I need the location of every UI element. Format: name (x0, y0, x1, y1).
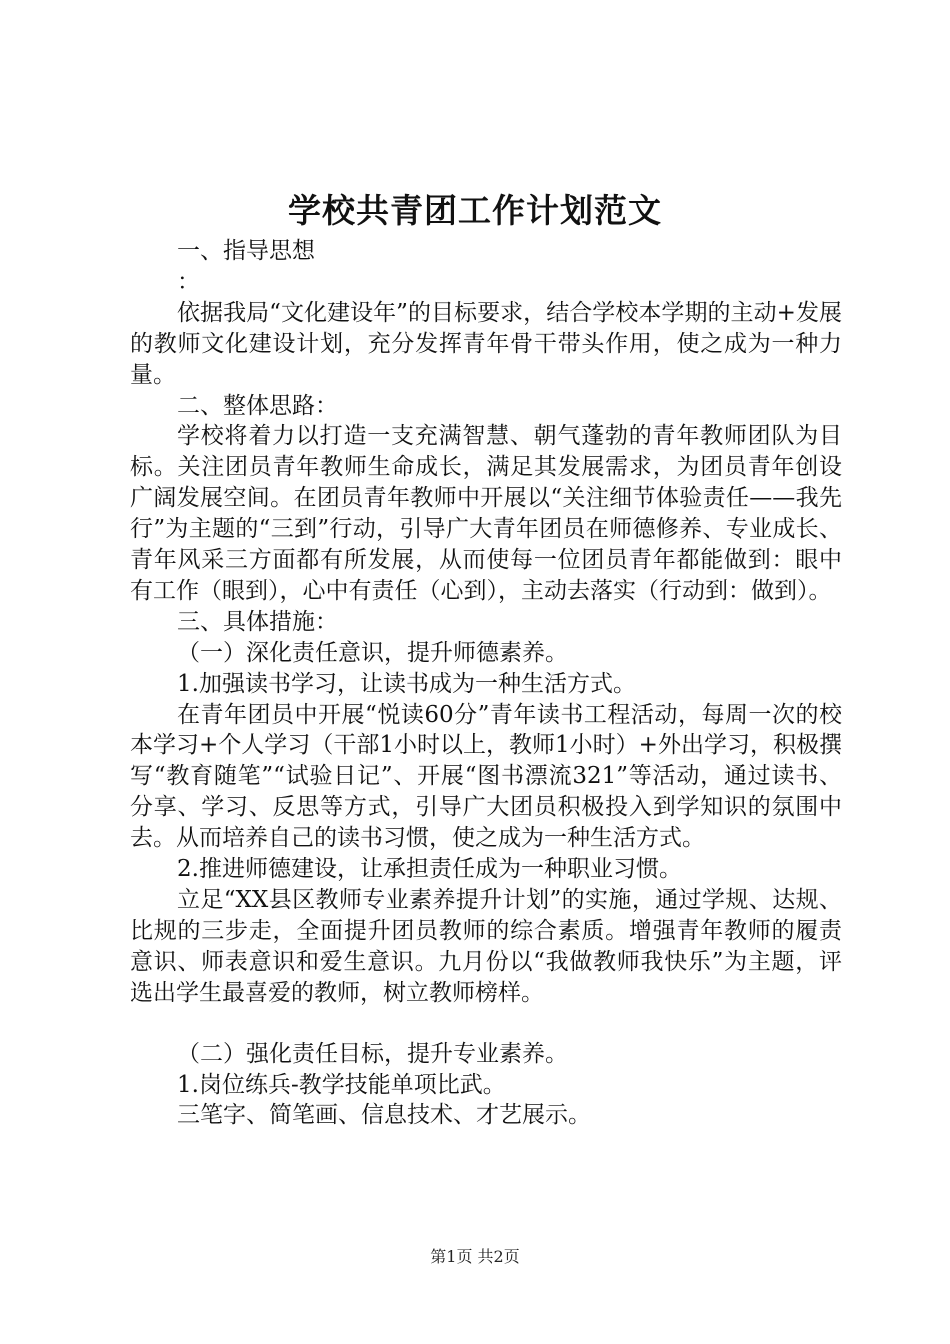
paragraph-overall-approach: 学校将着力以打造一支充满智慧、朝气蓬勃的青年教师团队为目标。关注团员青年教师生命成长，满足其发展需求，为团员青年创设广阔发展空间。在团员青年教师中开展以“关注细节体验责任——我先行”为主题的“三到”行动，引导广大青年团员在师德修养、专业成长、青年风采三方面都有所发展，从而使每一位团员青年都能做到：眼中有工作（眼到），心中有责任（心到），主动去落实（行动到：做到）。 (130, 423, 842, 604)
document-body (130, 236, 842, 1131)
document-title: 学校共青团工作计划范文 (288, 191, 662, 230)
heading-specific-measures: 三、具体措施： (177, 608, 338, 635)
item-reading-study: 1.加强读书学习，让读书成为一种生活方式。 (177, 670, 636, 697)
paragraph-ethics-building: 立足“XX县区教师专业素养提升计划”的实施，通过学规、达规、比规的三步走，全面提升团员教师的综合素质。增强青年教师的履责意识、师表意识和爱生意识。九月份以“我做教师我快乐”为主题，评选出学生最喜爱的教师，树立教师榜样。 (130, 887, 842, 1006)
paragraph-skills-list: 三笔字、简笔画、信息技术、才艺展示。 (177, 1102, 591, 1129)
paragraph-guiding-ideology: 依据我局“文化建设年”的目标要求，结合学校本学期的主动+发展的教师文化建设计划，充分发挥青年骨干带头作用，使之成为一种力量。 (130, 299, 842, 388)
heading-overall-approach: 二、整体思路： (177, 392, 338, 419)
colon-line: ： (177, 268, 200, 295)
paragraph-reading-study: 在青年团员中开展“悦读60分”青年读书工程活动，每周一次的校本学习+个人学习（干部1小时以上，教师1小时）+外出学习，积极撰写“教育随笔”“试验日记”、开展“图书漂流321”等活动，通过读书、分享、学习、反思等方式，引导广大团员积极投入到学知识的氛围中去。从而培养自己的读书习惯，使之成为一种生活方式。 (130, 701, 842, 852)
heading-guiding-ideology: 一、指导思想 (177, 238, 315, 264)
subheading-responsibility-ethics: （一）深化责任意识，提升师德素养。 (177, 639, 568, 666)
subheading-professional-goals: （二）强化责任目标，提升专业素养。 (177, 1040, 568, 1067)
item-skills-competition: 1.岗位练兵-教学技能单项比武。 (177, 1071, 506, 1098)
item-ethics-building: 2.推进师德建设，让承担责任成为一种职业习惯。 (177, 856, 682, 883)
paragraph-gap (130, 1009, 842, 1039)
page-footer: 第1页 共2页 (430, 1247, 520, 1266)
